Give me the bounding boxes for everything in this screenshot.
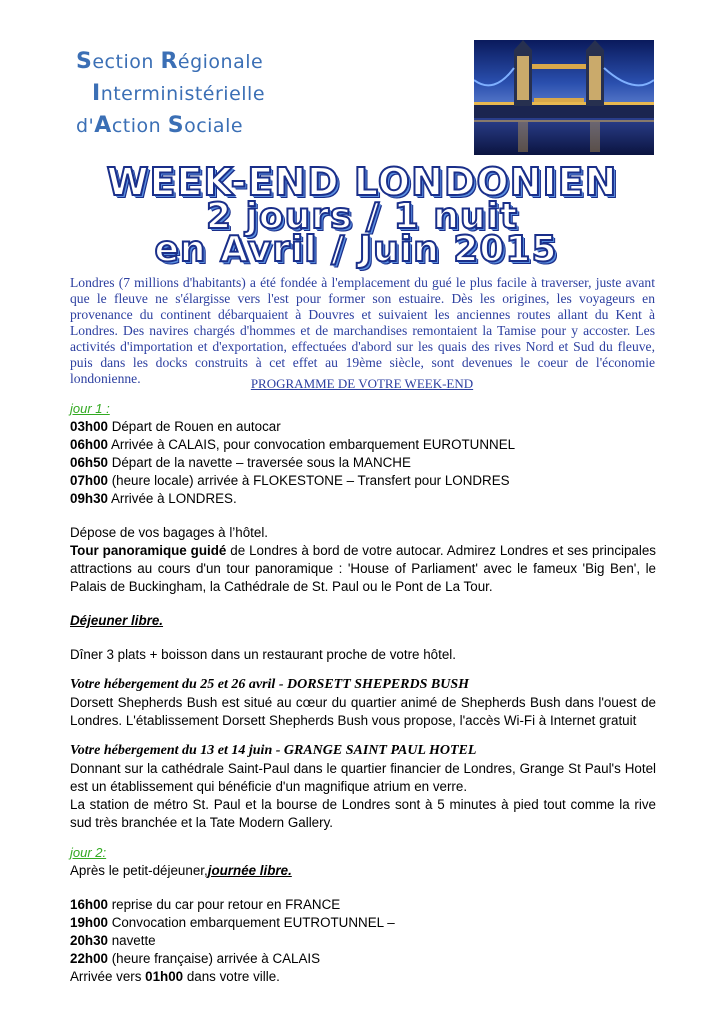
- hotel1-heading: Votre hébergement du 25 et 26 avril - DORSETT SHEPERDS BUSH: [70, 677, 470, 692]
- lunch-text: Déjeuner libre.: [70, 613, 164, 628]
- schedule-row: 16h00 reprise du car pour retour en FRANCE: [70, 897, 341, 912]
- schedule-row: 06h50 Départ de la navette – traversée sous la MANCHE: [70, 455, 411, 470]
- day2-label: jour 2:: [70, 845, 107, 860]
- title-line-1: WEEK-END LONDONIEN: [106, 160, 618, 204]
- schedule-row: 22h00 (heure française) arrivée à CALAIS: [70, 951, 321, 966]
- day1-label: jour 1 :: [70, 401, 110, 416]
- schedule-row: 07h00 (heure locale) arrivée à FLOKESTONE – Transfert pour LONDRES: [70, 473, 510, 488]
- schedule-row: 03h00 Départ de Rouen en autocar: [70, 419, 281, 434]
- logo-line-1: Section Régionale: [76, 49, 264, 74]
- hotel1-text: Dorsett Shepherds Bush est situé au cœur du quartier animé de Shepherds Bush dans l'ouest de Londres. L'établissement Dorsett Shepherds Bush vous propose, l'accès Wi-Fi à Internet gratuit: [70, 695, 656, 728]
- tower-bridge-illustration: [474, 40, 654, 155]
- schedule-row: 09h30 Arrivée à LONDRES.: [70, 491, 237, 506]
- hotel2-text-2: La station de métro St. Paul et la bourse de Londres sont à 5 minutes à pied tout comme la rive sud très branchée et la Tate Modern Gallery.: [70, 797, 656, 830]
- logo-line-2: Interministérielle: [92, 81, 266, 106]
- schedule-row: 19h00 Convocation embarquement EUTROTUNNEL –: [70, 915, 395, 930]
- schedule-row: 06h00 Arrivée à CALAIS, pour convocation embarquement EUROTUNNEL: [70, 437, 516, 452]
- breakfast-text: Après le petit-déjeuner,journée libre.: [70, 863, 292, 878]
- dinner-text: Dîner 3 plats + boisson dans un restaurant proche de votre hôtel.: [70, 647, 456, 662]
- itinerary: [70, 400, 656, 986]
- intro-paragraph: Londres (7 millions d'habitants) a été fondée à l'emplacement du gué le plus facile à traverser, juste avant que le fleuve ne s'élargisse vers l'est pour former son estuaire. Dès les origines, les voyageurs en provenance du continent débarquaient à Douvres et suivaient les anciennes routes allant du Kent à Londres. Des navires chargés d'hommes et de marchandises remontaient la Tamise pour y accoster. Les activités d'importation et d'exportation, effectuées d'abord sur les quais des rives Nord et Sud du fleuve, puis dans les docks construits à cet effet au 19ème siècle, sont devenues le coeur de l'économie londonienne.: [70, 275, 655, 386]
- logo-line-3: d'Action Sociale: [76, 113, 244, 138]
- baggage-text: Dépose de vos bagages à l’hôtel.: [70, 525, 269, 540]
- programme-heading: PROGRAMME DE VOTRE WEEK-END: [250, 376, 474, 391]
- tour-text: Tour panoramique guidé de Londres à bord de votre autocar. Admirez Londres et ses principales attractions au cours d'un tour panoramique : 'House of Parliament' avec le fameux 'Big Ben', le Palais de Buckingham, la Cathédrale de St. Paul ou le Pont de La Tour.: [70, 543, 656, 594]
- title-line-3: en Avril / Juin 2015: [154, 229, 558, 270]
- logo-srias: [76, 46, 265, 142]
- title-line-2: 2 jours / 1 nuit: [205, 196, 519, 237]
- arrival-text: Arrivée vers 01h00 dans votre ville.: [70, 969, 280, 984]
- tower-bridge-photo: [474, 40, 654, 155]
- hotel2-text-1: Donnant sur la cathédrale Saint-Paul dans le quartier financier de Londres, Grange St Paul's Hotel est un établissement qui bénéficie d'un magnifique atrium en verre.: [70, 761, 656, 794]
- hotel2-heading: Votre hébergement du 13 et 14 juin - GRANGE SAINT PAUL HOTEL: [70, 743, 477, 758]
- schedule-row: 20h30 navette: [70, 933, 156, 948]
